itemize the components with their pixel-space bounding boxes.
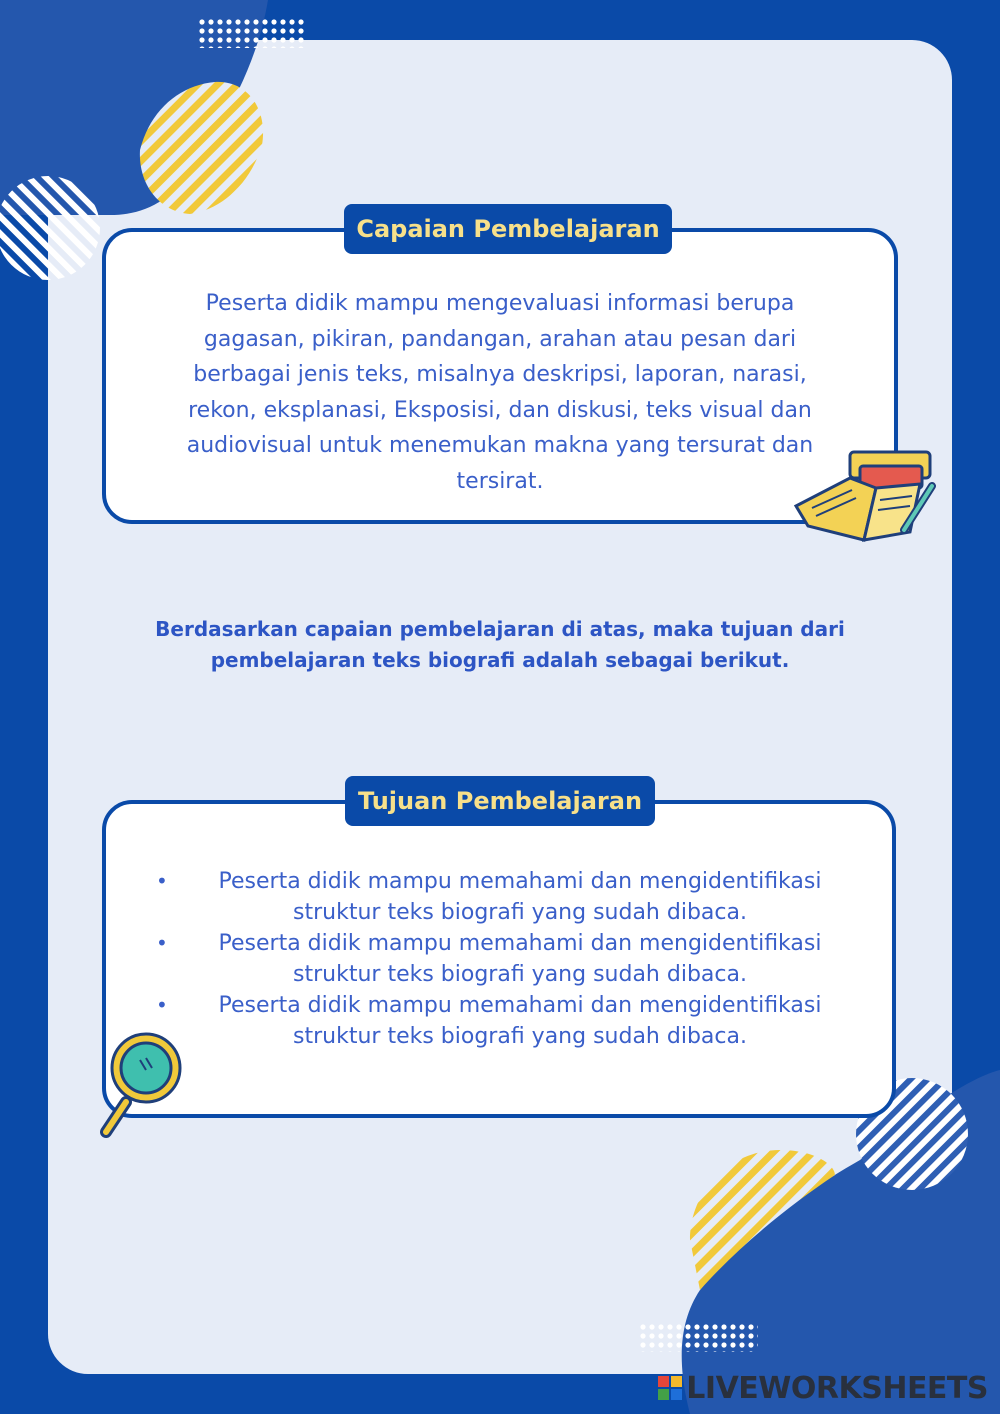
text-line: gagasan, pikiran, pandangan, arahan atau pesan dari — [203, 326, 797, 352]
text-line: audiovisual untuk menemukan makna yang tersurat dan — [186, 433, 814, 458]
goal-line: struktur teks biografi yang sudah dibaca. — [293, 962, 747, 987]
bullet: • — [156, 993, 168, 1017]
text-line: Peserta didik mampu mengevaluasi informasi berupa — [205, 291, 795, 316]
books-icon — [792, 444, 942, 544]
bullet: • — [156, 869, 168, 893]
goal-line: Peserta didik mampu memahami dan mengidentifikasi — [218, 869, 822, 894]
list-item — [150, 866, 850, 928]
text-line: rekon, eksplanasi, Eksposisi, dan diskusi, teks visual dan — [188, 397, 812, 423]
goal-line: Peserta didik mampu memahami dan mengidentifikasi — [218, 993, 822, 1018]
goal-line: struktur teks biografi yang sudah dibaca. — [293, 900, 747, 925]
intro-line: Berdasarkan capaian pembelajaran di atas, maka tujuan dari — [155, 617, 845, 641]
magnifier-icon — [96, 1028, 196, 1148]
list-item — [150, 928, 850, 990]
goal-line: struktur teks biografi yang sudah dibaca. — [293, 1024, 747, 1049]
list-item — [150, 990, 850, 1052]
text-line: berbagai jenis teks, misalnya deskripsi, laporan, narasi, — [193, 362, 807, 387]
watermark-text: LIVEWORKSHEETS — [686, 1370, 988, 1406]
intro-paragraph — [120, 614, 880, 676]
bullet: • — [156, 931, 168, 955]
learning-goals-list — [150, 866, 850, 1052]
text-line: tersirat. — [456, 468, 544, 494]
learning-outcomes-text — [140, 286, 860, 499]
learning-goals-title: Tujuan Pembelajaran — [345, 776, 655, 826]
intro-line: pembelajaran teks biografi adalah sebagai berikut. — [210, 648, 790, 672]
liveworksheets-watermark — [658, 1370, 988, 1406]
liveworksheets-logo-icon — [658, 1376, 682, 1400]
goal-line: Peserta didik mampu memahami dan mengidentifikasi — [218, 931, 822, 956]
learning-outcomes-title: Capaian Pembelajaran — [344, 204, 672, 254]
